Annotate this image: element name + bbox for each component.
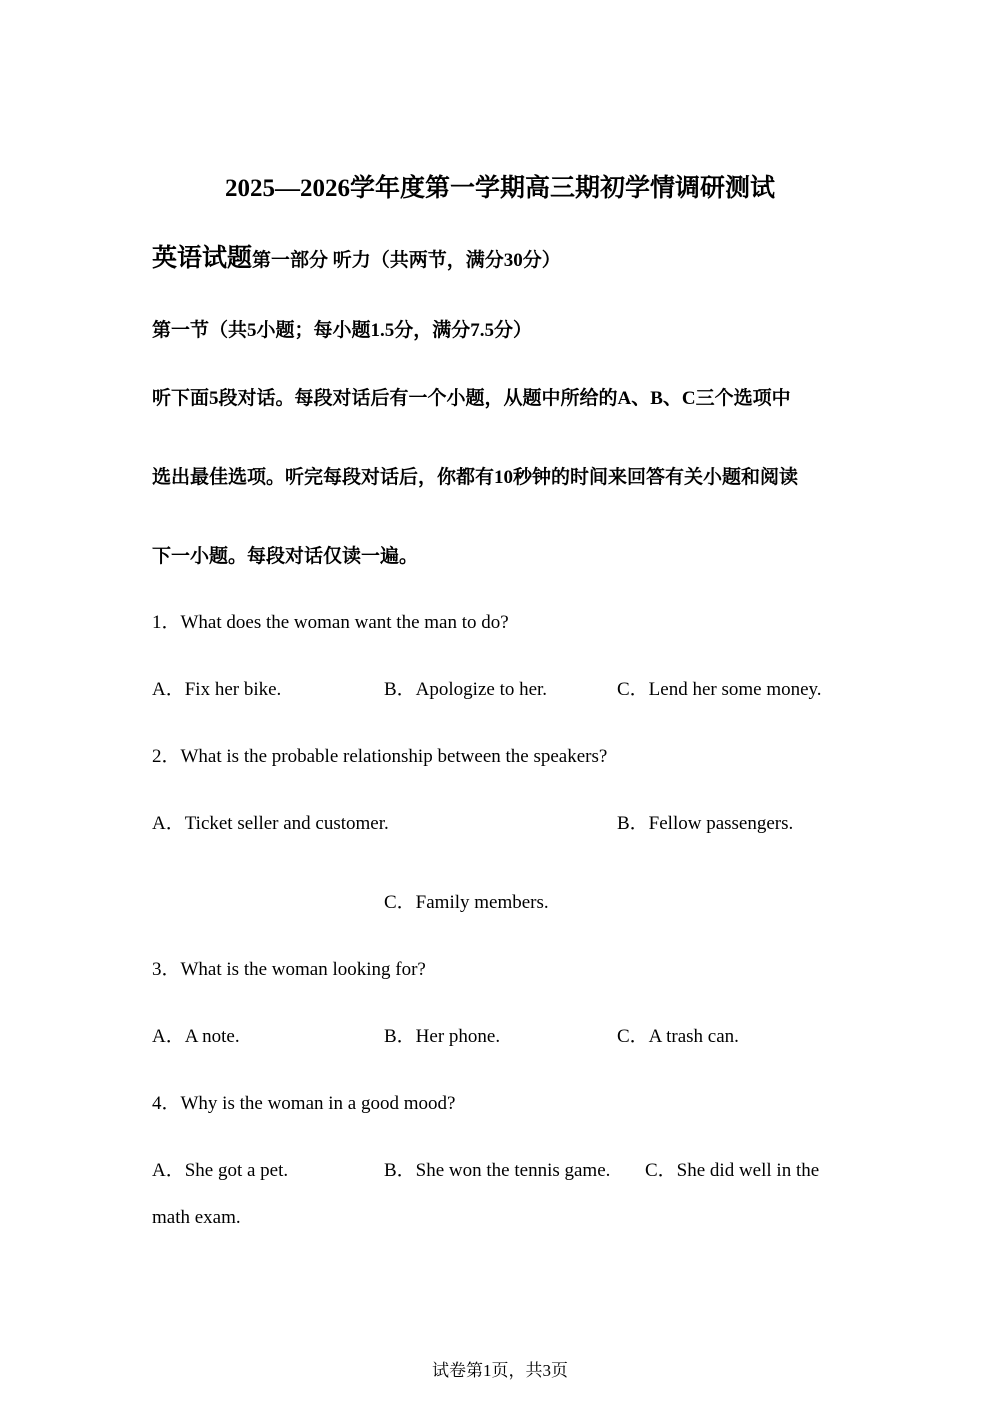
option-c: C．She did well in the <box>645 1160 820 1181</box>
option-b: B．She won the tennis game. <box>384 1160 611 1181</box>
instruction-line: 选出最佳选项。听完每段对话后，你都有10秒钟的时间来回答有关小题和阅读 <box>152 467 799 488</box>
option-c-continued: math exam. <box>152 1207 241 1228</box>
option-a: A．A note. <box>152 1026 240 1047</box>
option-a: A．She got a pet. <box>152 1160 289 1181</box>
option-b: B．Fellow passengers. <box>617 813 794 834</box>
instruction-line: 听下面5段对话。每段对话后有一个小题，从题中所给的A、B、C三个选项中 <box>152 388 791 409</box>
exam-title: 2025—2026学年度第一学期高三期初学情调研测试 <box>224 175 775 202</box>
option-a: A．Fix her bike. <box>152 679 282 700</box>
subject-title <box>152 238 561 274</box>
question-stem: 2．What is the probable relationship between the speakers? <box>152 746 608 767</box>
option-c: C．Family members. <box>384 892 549 913</box>
subject-label: 英语试题 <box>152 243 253 272</box>
option-c: C．A trash can. <box>617 1026 739 1047</box>
question-stem: 3．What is the woman looking for? <box>152 959 426 980</box>
part-heading: 第一部分 听力（共两节，满分30分） <box>252 250 561 271</box>
question-stem: 1．What does the woman want the man to do? <box>152 612 509 633</box>
option-b: B．Apologize to her. <box>384 679 548 700</box>
option-b: B．Her phone. <box>384 1026 501 1047</box>
section-heading: 第一节（共5小题；每小题1.5分，满分7.5分） <box>152 320 533 341</box>
question-stem: 4．Why is the woman in a good mood? <box>152 1093 456 1114</box>
page-footer: 试卷第1页，共3页 <box>432 1361 568 1380</box>
instruction-line: 下一小题。每段对话仅读一遍。 <box>152 546 419 567</box>
option-c: C．Lend her some money. <box>617 679 822 700</box>
option-a: A．Ticket seller and customer. <box>152 813 389 834</box>
